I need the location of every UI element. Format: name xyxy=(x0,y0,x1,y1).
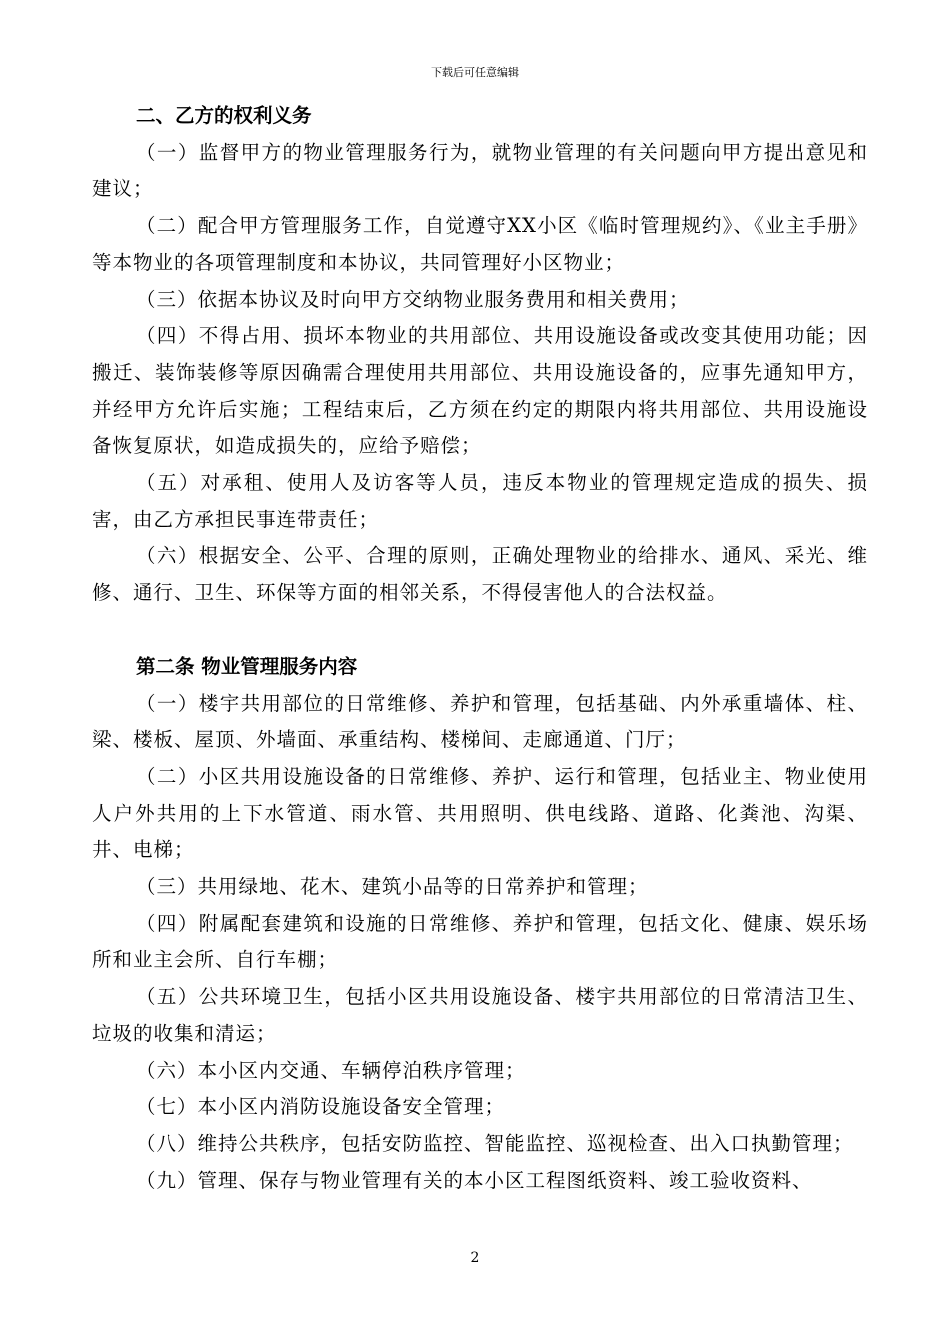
document-body xyxy=(92,98,868,1199)
article-heading-service-content: 第二条 物业管理服务内容 xyxy=(136,654,358,678)
clause-item: （六）本小区内交通、车辆停泊秩序管理； xyxy=(136,1058,526,1082)
clause-item: （三）依据本协议及时向甲方交纳物业服务费用和相关费用； xyxy=(136,287,690,311)
page-number: 2 xyxy=(470,1250,480,1266)
page-header-note: 下载后可任意编辑 xyxy=(431,66,519,79)
clause-item: （四）附属配套建筑和设施的日常维修、养护和管理，包括文化、健康、娱乐场所和业主会所、自行车棚； xyxy=(92,911,868,972)
section-heading-party-b-rights: 二、乙方的权利义务 xyxy=(136,104,312,127)
clause-item: （七）本小区内消防设施设备安全管理； xyxy=(136,1095,506,1119)
clause-item: （二）小区共用设施设备的日常维修、养护、运行和管理，包括业主、物业使用人户外共用的上下水管道、雨水管、共用照明、供电线路、道路、化粪池、沟渠、井、电梯； xyxy=(92,764,868,862)
clause-item: （四）不得占用、损坏本物业的共用部位、共用设施设备或改变其使用功能；因搬迁、装饰装修等原因确需合理使用共用部位、共用设施设备的，应事先通知甲方，并经甲方允许后实施；工程结束后，乙方须在约定的期限内将共用部位、共用设施设备恢复原状，如造成损失的，应给予赔偿； xyxy=(92,324,868,458)
clause-item: （一）监督甲方的物业管理服务行为，就物业管理的有关问题向甲方提出意见和建议； xyxy=(92,140,868,201)
clause-item: （九）管理、保存与物业管理有关的本小区工程图纸资料、竣工验收资料、 xyxy=(136,1168,813,1192)
clause-item: （六）根据安全、公平、合理的原则，正确处理物业的给排水、通风、采光、维修、通行、卫生、环保等方面的相邻关系，不得侵害他人的合法权益。 xyxy=(92,544,868,605)
clause-item: （五）公共环境卫生，包括小区共用设施设备、楼宇共用部位的日常清洁卫生、垃圾的收集和清运； xyxy=(92,985,868,1045)
clause-item: （一）楼宇共用部位的日常维修、养护和管理，包括基础、内外承重墙体、柱、梁、楼板、屋顶、外墙面、承重结构、楼梯间、走廊通道、门厅； xyxy=(92,691,868,752)
clause-item: （五）对承租、使用人及访客等人员，违反本物业的管理规定造成的损失、损害，由乙方承担民事连带责任； xyxy=(92,471,868,531)
clause-item: （三）共用绿地、花木、建筑小品等的日常养护和管理； xyxy=(136,875,649,899)
section-spacer xyxy=(92,612,868,649)
clause-item: （二）配合甲方管理服务工作，自觉遵守XX小区《临时管理规约》、《业主手册》等本物业的各项管理制度和本协议，共同管理好小区物业； xyxy=(92,214,868,274)
clause-item: （八）维持公共秩序，包括安防监控、智能监控、巡视检查、出入口执勤管理； xyxy=(136,1131,854,1155)
